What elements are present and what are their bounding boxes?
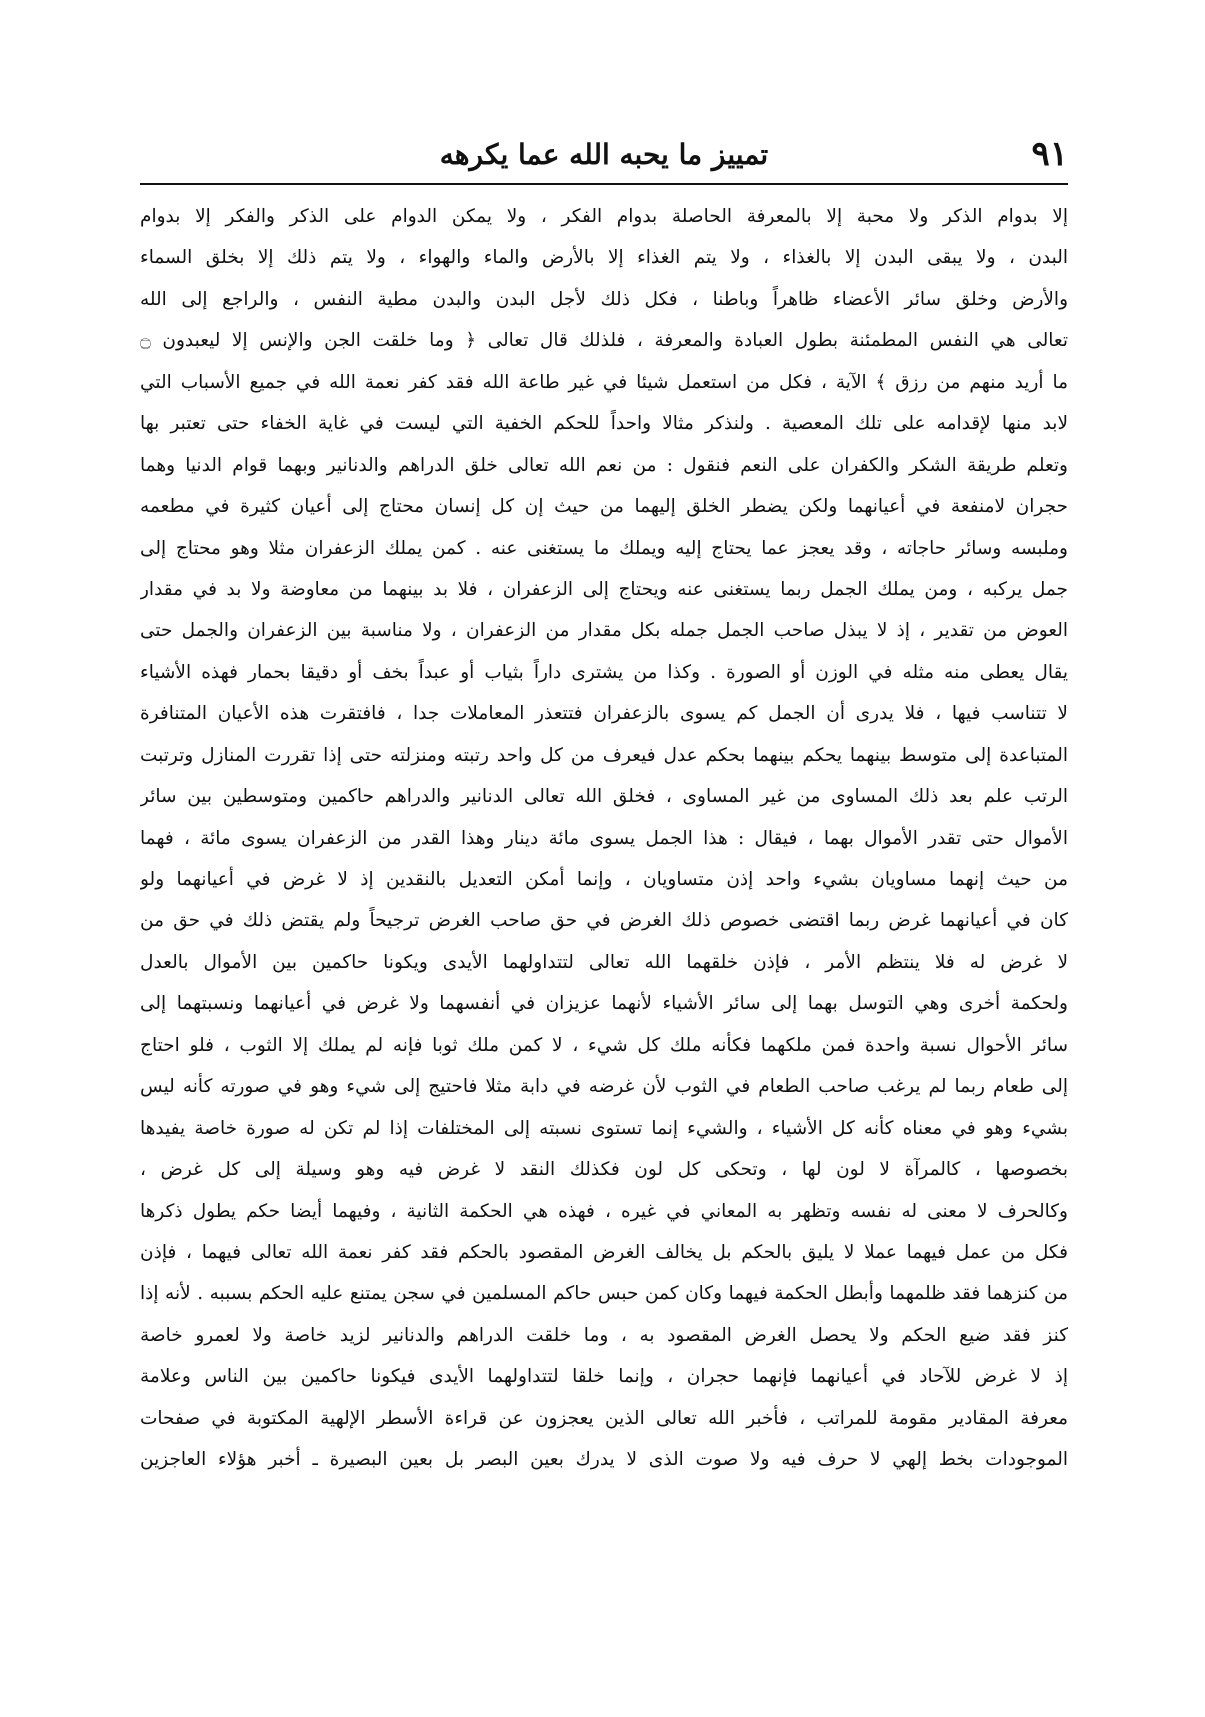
text-line: من كنزهما فقد ظلمهما وأبطل الحكمة فيهما وكان كمن حبس حاكم المسلمين في سجن يمتنع عليه الحكم بسببه . لأنه إذا bbox=[140, 1283, 1068, 1305]
text-line: يقال يعطى منه مثله في الوزن أو الصورة . وكذا من يشترى داراً بثياب أو عبداً بخف أو دقيقا بحمار فهذه الأشياء bbox=[140, 661, 1068, 683]
text-line: ما أريد منهم من رزق ﴾ الآية ، فكل من استعمل شيئا في غير طاعة الله فقد كفر نعمة الله في جميع الأسباب التي bbox=[140, 371, 1068, 393]
text-line: سائر الأحوال نسبة واحدة فمن ملكهما فكأنه ملك كل شيء ، لا كمن ملك ثوبا فإنه لم يملك إلا الثوب ، فلو احتاج bbox=[140, 1034, 1068, 1056]
text-line: والأرض وخلق سائر الأعضاء ظاهراً وباطنا ، فكل ذلك لأجل البدن والبدن مطية النفس ، والراجع إلى الله bbox=[140, 288, 1068, 310]
text-line: البدن ، ولا يبقى البدن إلا بالغذاء ، ولا يتم الغذاء إلا بالأرض والماء والهواء ، ولا يتم ذلك إلا بخلق السماء bbox=[140, 247, 1068, 269]
text-line: تعالى هي النفس المطمئنة بطول العبادة والمعرفة ، فلذلك قال تعالى ﴿ وما خلقت الجن والإنس إلا ليعبدون ۝ bbox=[140, 330, 1068, 352]
text-line: كان في أعيانهما غرض ربما اقتضى خصوص ذلك الغرض في حق صاحب الغرض ترجيحاً ولم يقتض ذلك في حق من bbox=[140, 910, 1068, 932]
text-line: المتباعدة إلى متوسط بينهما يحكم بينهما بحكم عدل فيعرف من كل واحد رتبته ومنزلته حتى إذا تقررت المنازل وترتبت bbox=[140, 744, 1068, 766]
text-line: جمل يركبه ، ومن يملك الجمل ربما يستغنى عنه ويحتاج إلى الزعفران ، فلا بد بينهما من معاوضة ولا بد في مقدار bbox=[140, 578, 1068, 600]
running-title: تمييز ما يحبه الله عما يكرهه bbox=[439, 138, 769, 171]
text-line: من حيث إنهما مساويان بشيء واحد إذن متساويان ، وإنما أمكن التعديل بالنقدين إذ لا غرض في أعيانهما ولو bbox=[140, 869, 1068, 890]
text-line: إلى طعام ربما لم يرغب صاحب الطعام في الثوب لأن غرضه في دابة مثلا فاحتيج إلى شيء وهو في صورته كأنه ليس bbox=[140, 1076, 1068, 1098]
text-line: حجران لامنفعة في أعيانهما ولكن يضطر الخلق إليهما من حيث إن كل إنسان محتاج إلى أعيان كثيرة في مطعمه bbox=[140, 496, 1068, 518]
text-line: فكل من عمل فيهما عملا لا يليق بالحكم بل يخالف الغرض المقصود بالحكم فقد كفر نعمة الله تعالى فيهما ، فإذن bbox=[140, 1241, 1068, 1263]
text-line: الرتب علم بعد ذلك المساوى من غير المساوى ، فخلق الله تعالى الدنانير والدراهم حاكمين ومتوسطين بين سائر bbox=[140, 786, 1068, 808]
text-line: لا تتناسب فيها ، فلا يدرى أن الجمل كم يسوى بالزعفران فتتعذر المعاملات جدا ، فافتقرت هذه الأعيان المتنافرة bbox=[140, 703, 1068, 725]
page-header bbox=[140, 130, 1068, 182]
header-rule bbox=[140, 183, 1068, 185]
body-text bbox=[140, 196, 1068, 1481]
text-line: العوض من تقدير ، إذ لا يبذل صاحب الجمل جمله بكل مقدار من الزعفران ، ولا مناسبة بين الزعفران والجمل حتى bbox=[140, 620, 1068, 642]
text-line: إلا بدوام الذكر ولا محبة إلا بالمعرفة الحاصلة بدوام الفكر ، ولا يمكن الدوام على الذكر والفكر إلا بدوام bbox=[140, 206, 1068, 227]
text-line: كنز فقد ضيع الحكم ولا يحصل الغرض المقصود به ، وما خلقت الدراهم والدنانير لزيد خاصة ولا لعمرو خاصة bbox=[140, 1324, 1068, 1346]
text-line: بخصوصها ، كالمرآة لا لون لها ، وتحكى كل لون فكذلك النقد لا غرض فيه وهو وسيلة إلى كل غرض ، bbox=[140, 1159, 1068, 1181]
text-line: وكالحرف لا معنى له نفسه وتظهر به المعاني في غيره ، فهذه هي الحكمة الثانية ، وفيهما أيضا حكم يطول ذكرها bbox=[140, 1200, 1068, 1222]
text-line: معرفة المقادير مقومة للمراتب ، فأخبر الله تعالى الذين يعجزون عن قراءة الأسطر الإلهية المكتوبة في صفحات bbox=[140, 1407, 1068, 1429]
text-line: الأموال حتى تقدر الأموال بهما ، فيقال : هذا الجمل يسوى مائة دينار وهذا القدر من الزعفران يسوى مائة ، فهما bbox=[140, 827, 1068, 849]
text-line: وتعلم طريقة الشكر والكفران على النعم فنقول : من نعم الله تعالى خلق الدراهم والدنانير وبهما قوام الدنيا وهما bbox=[140, 454, 1068, 476]
text-line: إذ لا غرض للآحاد في أعيانهما فإنهما حجران ، وإنما خلقا لتتداولهما الأيدى فيكونا حاكمين بين الناس وعلامة bbox=[140, 1366, 1068, 1388]
text-line: بشيء وهو في معناه كأنه كل الأشياء ، والشيء إنما تستوى نسبته إلى المختلفات إذا لم تكن له صورة خاصة يفيدها bbox=[140, 1117, 1068, 1139]
text-line: وملبسه وسائر حاجاته ، وقد يعجز عما يحتاج إليه ويملك ما يستغنى عنه . كمن يملك الزعفران مثلا وهو محتاج إلى bbox=[140, 537, 1068, 559]
text-line: لابد منها لإقدامه على تلك المعصية . ولنذكر مثالا واحداً للحكم الخفية التي ليست في غاية الخفاء حتى تعتبر بها bbox=[140, 413, 1068, 435]
page-number: ٩١ bbox=[1031, 134, 1068, 174]
text-line: الموجودات بخط إلهي لا حرف فيه ولا صوت الذى لا يدرك بعين البصر بل بعين البصيرة ـ أخبر هؤلاء العاجزين bbox=[140, 1449, 1068, 1471]
text-line: ولحكمة أخرى وهي التوسل بهما إلى سائر الأشياء لأنهما عزيزان في أنفسهما ولا غرض في أعيانهما ونسبتهما إلى bbox=[140, 993, 1068, 1015]
text-line: لا غرض له فلا ينتظم الأمر ، فإذن خلقهما الله تعالى لتتداولهما الأيدى ويكونا حاكمين بين الأموال بالعدل bbox=[140, 951, 1068, 973]
